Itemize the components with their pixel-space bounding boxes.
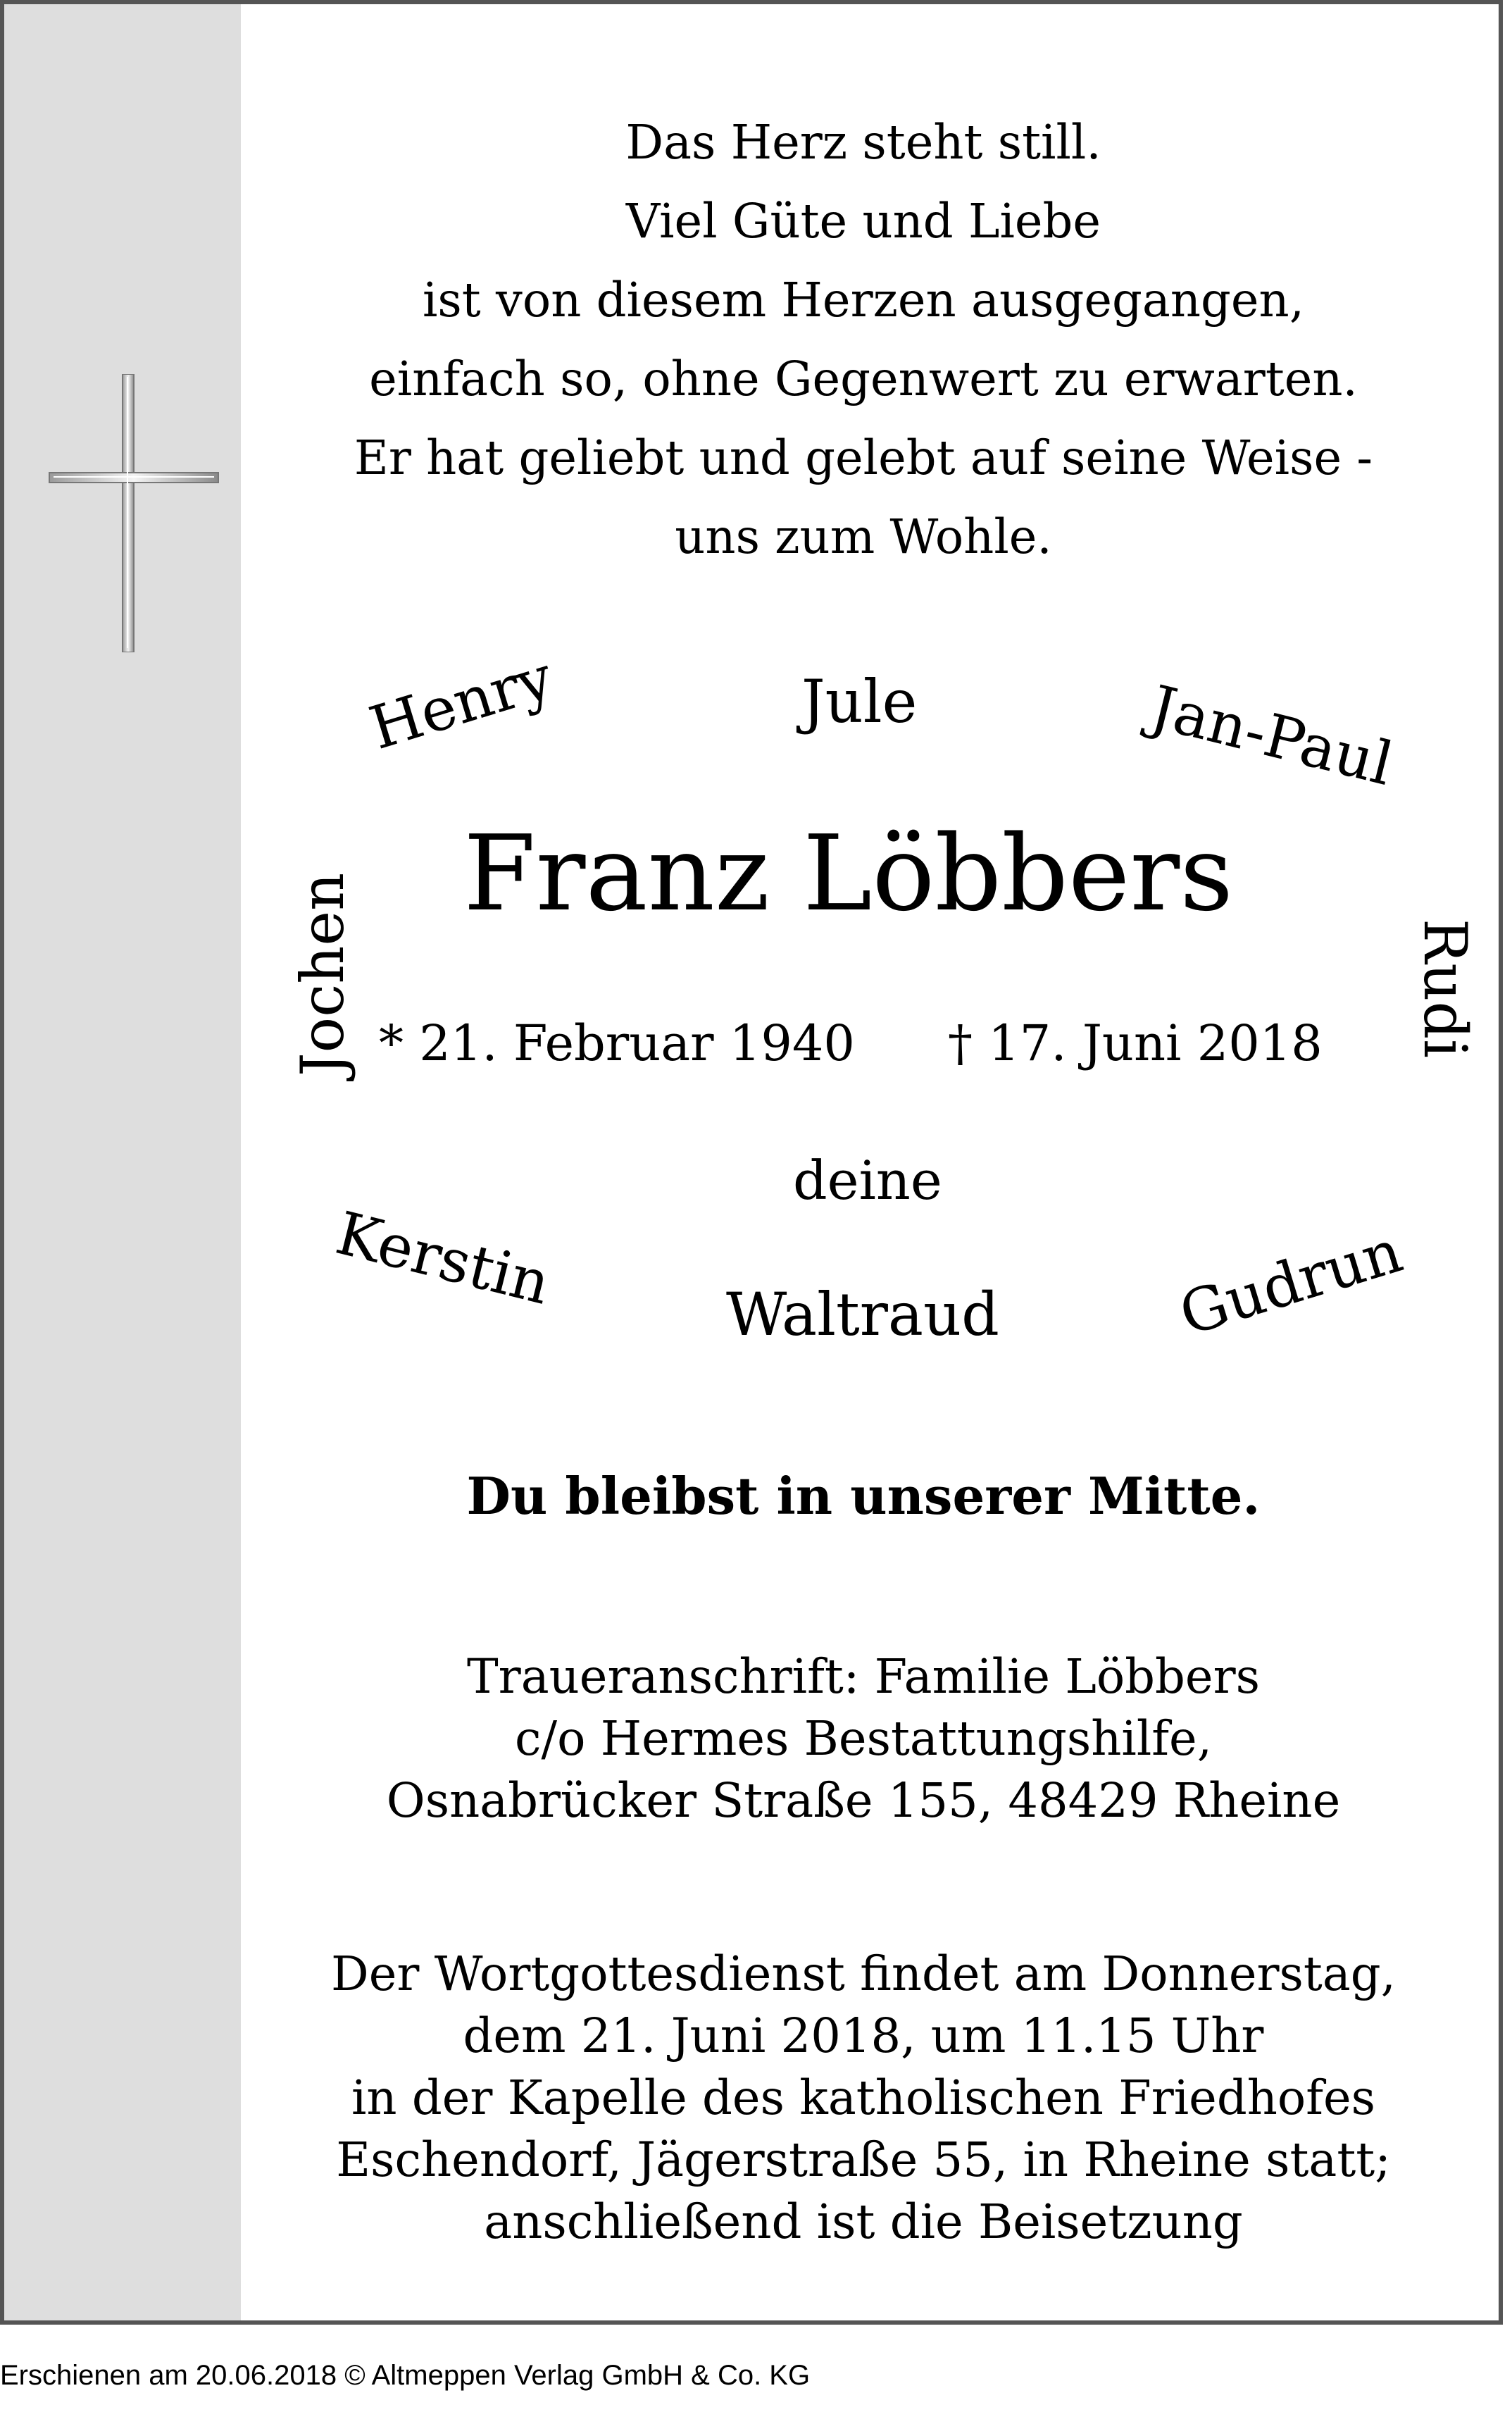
deine-label: deine — [793, 1149, 942, 1212]
birth-date: * 21. Februar 1940 — [379, 1014, 855, 1072]
death-date: † 17. Juni 2018 — [948, 1014, 1323, 1072]
poem — [286, 103, 1441, 576]
mourning-address — [286, 1646, 1441, 1832]
cross-icon — [44, 374, 227, 652]
service-line: Eschendorf, Jägerstraße 55, in Rheine statt; — [336, 2132, 1391, 2187]
relative-name-waltraud: Waltraud — [726, 1280, 999, 1349]
service-line: anschließend ist die Beisetzung — [484, 2194, 1243, 2249]
relative-name-henry: Henry — [361, 642, 561, 764]
relative-name-jochen: Jochen — [288, 872, 357, 1076]
side-strip — [4, 4, 241, 2320]
relative-name-rudi: Rudi — [1411, 919, 1480, 1058]
relative-name-jan-paul: Jan-Paul — [1143, 672, 1400, 799]
relative-name-kerstin: Kerstin — [329, 1198, 557, 1318]
poem-line: Das Herz steht still. — [625, 115, 1101, 170]
poem-line: Er hat geliebt und gelebt auf seine Weise - — [354, 430, 1373, 485]
service-line: in der Kapelle des katholischen Friedhofes — [351, 2070, 1376, 2125]
poem-line: ist von diesem Herzen ausgegangen, — [423, 273, 1304, 328]
address-line: Traueranschrift: Familie Löbbers — [466, 1649, 1260, 1704]
motto: Du bleibst in unserer Mitte. — [466, 1466, 1261, 1526]
poem-line: Viel Güte und Liebe — [625, 194, 1101, 249]
relative-name-gudrun: Gudrun — [1171, 1216, 1410, 1350]
relative-name-jule: Jule — [801, 667, 918, 736]
publication-footer: Erschienen am 20.06.2018 © Altmeppen Verlag GmbH & Co. KG — [0, 2360, 811, 2391]
service-info — [272, 1943, 1455, 2253]
address-line: c/o Hermes Bestattungshilfe, — [514, 1711, 1213, 1766]
poem-line: einfach so, ohne Gegenwert zu erwarten. — [369, 352, 1358, 406]
address-line: Osnabrücker Straße 155, 48429 Rheine — [386, 1773, 1341, 1828]
deceased-name: Franz Löbbers — [463, 813, 1234, 934]
service-line: Der Wortgottesdienst findet am Donnerstag, — [331, 1946, 1396, 2001]
service-line: dem 21. Juni 2018, um 11.15 Uhr — [463, 2008, 1264, 2063]
poem-line: uns zum Wohle. — [675, 509, 1052, 564]
